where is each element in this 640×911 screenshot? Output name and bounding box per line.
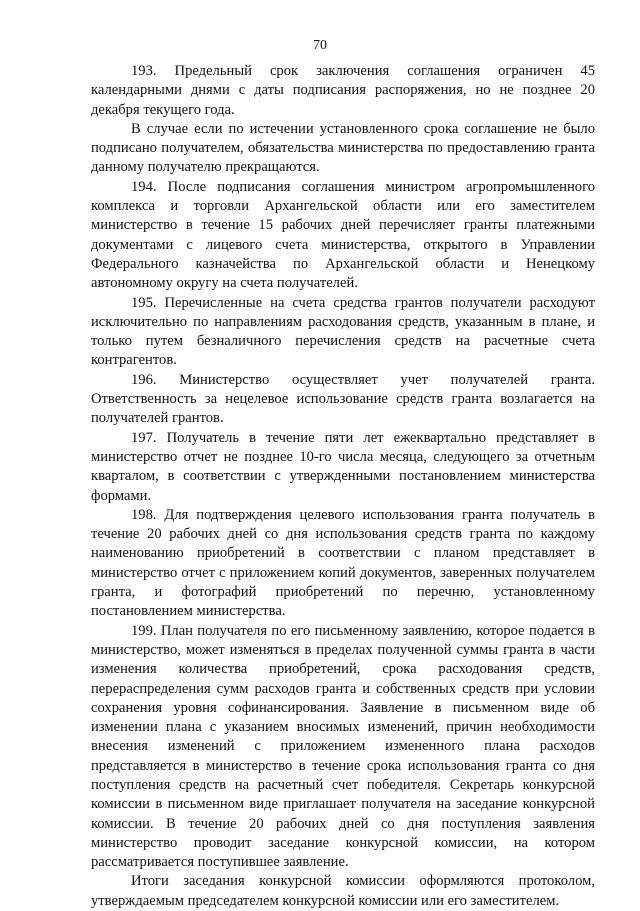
paragraph-197: 197. Получатель в течение пяти лет ежеквартально представляет в министерство отчет не позднее 10-го числа месяца, следующего за отчетным кварталом, в соответствии с утвержденными постановлением министерства формами. — [91, 429, 595, 504]
paragraph-193: 193. Предельный срок заключения соглашения ограничен 45 календарными днями с даты подписания распоряжения, но не позднее 20 декабря текущего года. — [91, 63, 595, 118]
document-body — [91, 62, 595, 911]
paragraph-196: 196. Министерство осуществляет учет получателей гранта. Ответственность за нецелевое использование средств гранта возлагается на получателей грантов. — [91, 371, 595, 427]
paragraph-198: 198. Для подтверждения целевого использования гранта получатель в течение 20 рабочих дней со дня использования средств гранта по каждому наименованию приобретений в соответствии с планом представляет в министерство отчет с приложением копий документов, заверенных получателем гранта, и фотографий приобретений по перечню, установленному постановлением министерства. — [91, 506, 595, 620]
paragraph-193-continuation: В случае если по истечении установленного срока соглашение не было подписано получателем, обязательства министерства по предоставлению гранта данному получателю прекращаются. — [91, 120, 595, 176]
paragraph-conclusion: Итоги заседания конкурсной комиссии оформляются протоколом, утверждаемым председателем конкурсной комиссии или его заместителем. — [91, 873, 595, 909]
paragraph-194: 194. После подписания соглашения министром агропромышленного комплекса и торговли Архангельской области или его заместителем министерство в течение 15 рабочих дней перечисляет гранты платежными документами с лицевого счета министерства, открытого в Управлении Федерального казначейства по Архангельской области и Ненецкому автономному округу на счета получателей. — [91, 178, 595, 292]
paragraph-199: 199. План получателя по его письменному заявлению, которое подается в министерство, может изменяться в пределах полученной суммы гранта в части изменения количества приобретений, срока расходования средств, перераспределения сумм расходов гранта и собственных средств при условии сохранения уровня софинансирования. Заявление в письменном виде об изменении плана с указанием вносимых изменений, причин необходимости внесения изменений с приложением измененного плана расходов представляется в министерство в течение срока использования гранта со дня поступления средств на расчетный счет победителя. Секретарь конкурсной комиссии в письменном виде приглашает получателя на заседание конкурсной комиссии. В течение 20 рабочих дней со дня поступления заявления министерство проводит заседание конкурсной комиссии, на котором рассматривается поступившее заявление. — [91, 622, 595, 871]
page-number: 70 — [313, 38, 327, 53]
paragraph-195: 195. Перечисленные на счета средства грантов получатели расходуют исключительно по направлениям расходования средств, указанным в плане, и только путем безналичного перечисления средств на расчетные счета контрагентов. — [91, 294, 595, 369]
